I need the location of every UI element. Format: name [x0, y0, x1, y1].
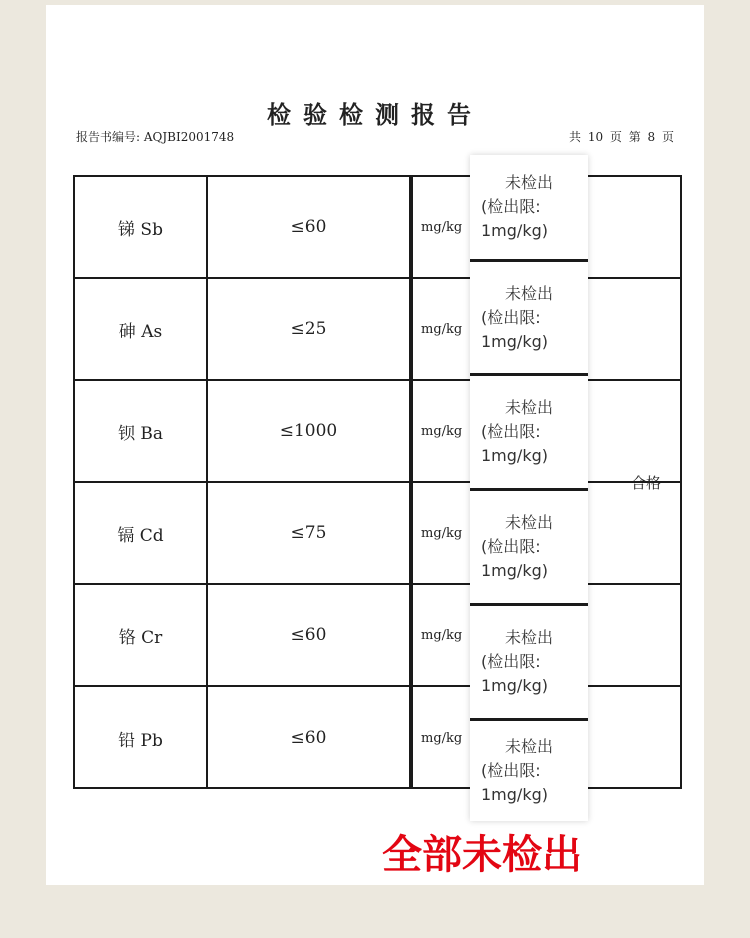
unit-cell: mg/kg: [421, 627, 463, 643]
table-row: [75, 483, 680, 585]
result-line: 未检出: [504, 173, 553, 192]
table-row: [75, 381, 680, 483]
table-row: [75, 585, 680, 687]
result-line: 1mg/kg): [481, 785, 548, 804]
limit-cell: ≤60: [208, 177, 411, 277]
table-row: [75, 279, 680, 381]
result-cell: [470, 376, 588, 491]
result-line: 1mg/kg): [481, 561, 548, 580]
result-line: 1mg/kg): [481, 676, 548, 695]
result-cell: [470, 606, 588, 721]
report-number: 报告书编号: AQJBI2001748: [76, 130, 235, 144]
result-line: (检出限:: [481, 197, 541, 216]
result-line: 未检出: [504, 283, 553, 303]
result-line: 未检出: [504, 628, 553, 647]
table-row: [75, 687, 680, 789]
result-line: 1mg/kg): [481, 446, 548, 465]
all-not-detected-label: 全部未检出: [382, 832, 582, 878]
item-cell: 镉 Cd: [75, 483, 208, 583]
item-cell: 砷 As: [75, 279, 208, 379]
result-line: 1mg/kg): [481, 221, 548, 240]
result-line: 未检出: [504, 513, 553, 532]
limit-cell: ≤60: [208, 585, 411, 685]
item-cell: 钡 Ba: [75, 381, 208, 481]
result-cell: [470, 491, 588, 606]
item-cell: 锑 Sb: [75, 177, 208, 277]
table-row: [75, 177, 680, 279]
limit-cell: ≤75: [208, 483, 411, 583]
result-cell: [470, 721, 588, 821]
limit-cell: ≤25: [208, 279, 411, 379]
result-strip: [470, 155, 588, 821]
page-number: 共 10 页 第 8 页: [569, 130, 674, 144]
result-line: (检出限:: [481, 307, 541, 327]
result-cell: [470, 155, 588, 262]
unit-cell: mg/kg: [421, 219, 463, 235]
item-cell: 铬 Cr: [75, 585, 208, 685]
unit-cell: mg/kg: [421, 423, 463, 439]
item-cell: 铅 Pb: [75, 687, 208, 789]
test-results-table: [73, 175, 682, 789]
result-line: (检出限:: [481, 652, 541, 671]
result-line: 1mg/kg): [481, 331, 548, 351]
report-paper: [46, 5, 704, 885]
unit-cell: mg/kg: [421, 525, 463, 541]
result-line: 未检出: [504, 737, 553, 756]
limit-cell: ≤60: [208, 687, 411, 789]
result-line: 未检出: [504, 398, 553, 417]
result-cell: [470, 262, 588, 376]
result-line: (检出限:: [481, 761, 541, 780]
verdict-cell: 合格: [630, 473, 661, 492]
limit-cell: ≤1000: [208, 381, 411, 481]
unit-cell: mg/kg: [421, 730, 463, 746]
result-line: (检出限:: [481, 422, 541, 441]
result-line: (检出限:: [481, 537, 541, 556]
unit-cell: mg/kg: [421, 321, 463, 337]
report-title: 检验检测报告: [267, 100, 483, 129]
